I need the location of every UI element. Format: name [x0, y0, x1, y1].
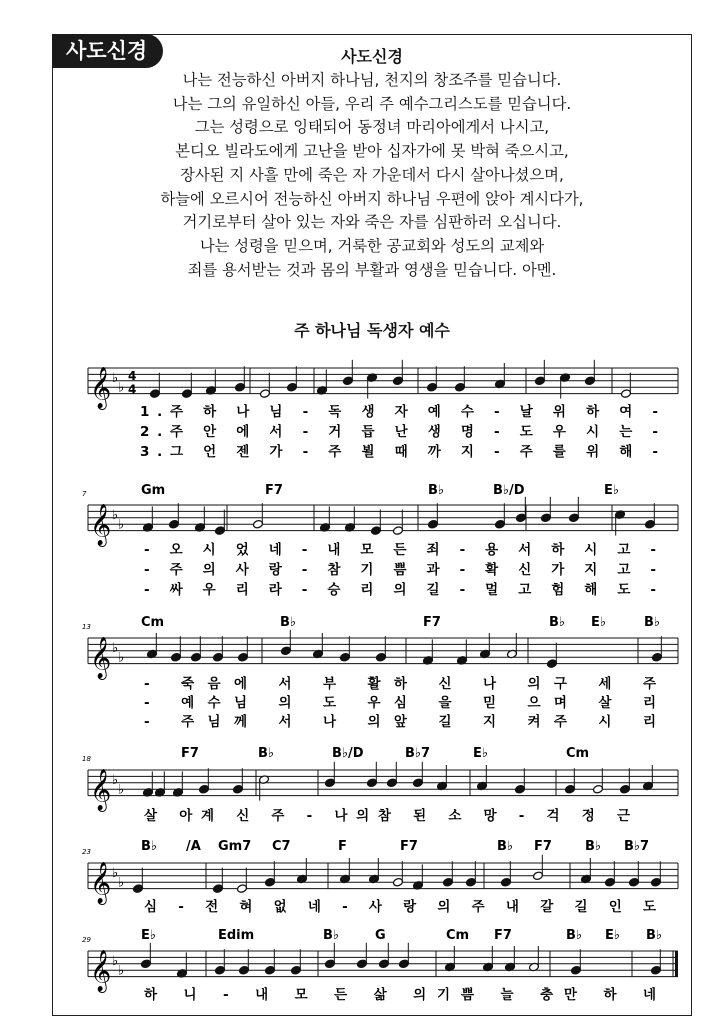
- lyric-line: - 주님께 서 나 의앞 길 지 켜주 시 리: [144, 714, 656, 730]
- chord-symbol: F7: [400, 839, 418, 854]
- music-system: [82, 928, 678, 1003]
- measure-number: 7: [82, 490, 87, 498]
- key-flat: ♭: [112, 953, 119, 969]
- measure-number: 18: [82, 755, 91, 763]
- creed-line: 장사된 지 사흘 만에 죽은 자 가운데서 다시 살아나셨으며,: [180, 165, 564, 184]
- chord-symbol: /A: [186, 839, 201, 854]
- chord-symbol: F7: [423, 615, 441, 630]
- lyric-line: 1.주 하 나 님 - 독 생 자 예 수 - 날 위 하 여 -: [140, 404, 658, 420]
- chord-symbol: B♭: [646, 928, 663, 943]
- lyric-line: - 주 의 사 랑 - 참 기 쁨 과 - 확 신 가 지 고 -: [144, 562, 656, 578]
- treble-clef: 𝄞: [90, 950, 112, 992]
- creed-title: 사도신경: [341, 47, 403, 66]
- key-flat: ♭: [112, 772, 119, 788]
- chord-symbol: Cm: [141, 615, 165, 630]
- lyric-line: - 죽음에 서 부 활하 신 나 의구 세 주: [144, 676, 656, 692]
- creed-line: 죄를 용서받는 것과 몸의 부활과 영생을 믿습니다. 아멘.: [187, 260, 557, 279]
- music-system: [82, 746, 678, 824]
- lyric-line: 심 - 전 혀 없 네 - 사 랑 의 주 내 갈 길 인 도: [144, 899, 657, 915]
- chord-symbol: B♭: [323, 928, 340, 943]
- chord-symbol: B♭: [280, 615, 297, 630]
- creed-line: 거기로부터 살아 있는 자와 죽은 자를 심판하러 오십니다.: [182, 213, 562, 232]
- chord-symbol: B♭7: [624, 839, 650, 854]
- time-signature: 4: [128, 368, 137, 383]
- lyric-line: - 오 시 었 네 - 내 모 든 죄 - 용 서 하 시 고 -: [144, 542, 656, 558]
- creed-line: 하늘에 오르시어 전능하신 아버지 하나님 우편에 앉아 계시다가,: [160, 189, 584, 208]
- chord-symbol: Gm7: [218, 839, 252, 854]
- chord-symbol: B♭: [141, 839, 158, 854]
- measure-number: 29: [82, 936, 91, 944]
- chord-symbol: Gm: [141, 483, 166, 498]
- creed-line: 나는 성령을 믿으며, 거룩한 공교회와 성도의 교제와: [199, 236, 545, 255]
- chord-symbol: F7: [494, 928, 512, 943]
- section-tag: 사도신경: [52, 34, 163, 68]
- treble-clef: 𝄞: [90, 769, 112, 811]
- treble-clef: 𝄞: [90, 637, 112, 679]
- chord-symbol: F7: [265, 483, 283, 498]
- creed-line: 그는 성령으로 잉태되어 동정녀 마리아에게서 나시고,: [194, 118, 550, 137]
- chord-symbol: Edim: [218, 928, 255, 943]
- music-system: [88, 360, 678, 460]
- chord-symbol: E♭: [605, 928, 621, 943]
- key-flat: ♭: [118, 782, 125, 798]
- chord-symbol: F7: [534, 839, 552, 854]
- treble-clef: 𝄞: [90, 862, 112, 904]
- lyric-line: - 예수님 의 도 우심 을 믿 으며 살 리: [144, 695, 656, 711]
- chord-symbol: E♭: [591, 615, 607, 630]
- music-system: [82, 615, 678, 730]
- music-system: [82, 483, 678, 598]
- lyric-line: 2.주 안 에 서 - 거 듭 난 생 명 - 도 우 시 는 -: [140, 424, 658, 440]
- chord-symbol: E♭: [141, 928, 157, 943]
- chord-symbol: B♭: [497, 839, 514, 854]
- measure-number: 23: [82, 848, 91, 856]
- key-flat: ♭: [118, 963, 125, 979]
- chord-symbol: B♭: [566, 928, 583, 943]
- chord-symbol: E♭: [604, 483, 620, 498]
- music-system: [82, 839, 678, 915]
- chord-symbol: B♭7: [405, 746, 431, 761]
- chord-symbol: E♭: [473, 746, 489, 761]
- chord-symbol: C7: [272, 839, 291, 854]
- chord-symbol: B♭/D: [332, 746, 364, 761]
- chord-symbol: Cm: [566, 746, 590, 761]
- creed-line: 나는 전능하신 아버지 하나님, 천지의 창조주를 믿습니다.: [182, 71, 562, 89]
- measure-number: 13: [82, 623, 91, 631]
- chord-symbol: F: [338, 839, 347, 854]
- key-flat: ♭: [118, 875, 125, 891]
- chord-symbol: Cm: [446, 928, 470, 943]
- chord-symbol: B♭/D: [493, 483, 525, 498]
- lyric-line: 하 니 - 내 모 든 삶 의기쁨 늘 충만 하 네: [144, 987, 656, 1003]
- key-flat: ♭: [112, 370, 119, 386]
- lyric-line: 살 아계 신 주 - 나의참 된 소 망 - 걱 정 근: [144, 808, 631, 824]
- creed-line: 나는 그의 유일하신 아들, 우리 주 예수그리스도를 믿습니다.: [172, 94, 572, 113]
- lyric-line: - 싸 우 리 라 - 승 리 의 길 - 멀 고 험 해 도 -: [144, 582, 656, 598]
- chord-symbol: G: [375, 928, 386, 943]
- chord-symbol: F7: [181, 746, 199, 761]
- key-flat: ♭: [118, 517, 125, 533]
- key-flat: ♭: [118, 380, 125, 396]
- chord-symbol: B♭: [428, 483, 445, 498]
- chord-symbol: B♭: [644, 615, 661, 630]
- chord-symbol: B♭: [549, 615, 566, 630]
- creed-line: 본디오 빌라도에게 고난을 받아 십자가에 못 박혀 죽으시고,: [175, 142, 569, 161]
- lyric-line: 3.그 언 젠 가 - 주 뵐 때 까 지 - 주 를 위 해 -: [140, 444, 658, 460]
- key-flat: ♭: [112, 640, 119, 656]
- time-signature: 4: [128, 382, 137, 397]
- treble-clef: 𝄞: [90, 504, 112, 546]
- key-flat: ♭: [112, 507, 119, 523]
- key-flat: ♭: [112, 865, 119, 881]
- treble-clef: 𝄞: [90, 367, 112, 409]
- chord-symbol: B♭: [585, 839, 602, 854]
- key-flat: ♭: [118, 650, 125, 666]
- song-title: 주 하나님 독생자 예수: [294, 321, 450, 340]
- chord-symbol: B♭: [258, 746, 275, 761]
